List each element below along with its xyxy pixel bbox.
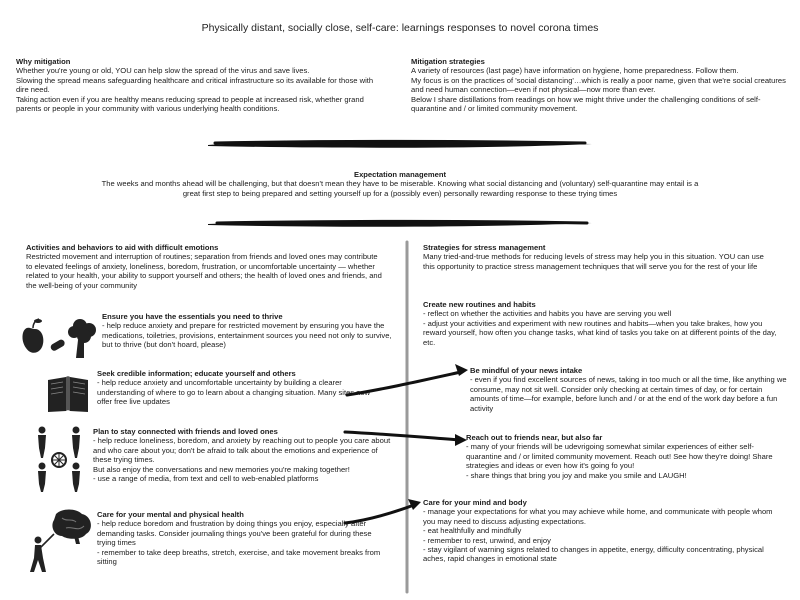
news-body: - even if you find excellent sources of news, taking in too much or all the time, like anything we consume, may not sit well. Consider only checking at certain times of day, or for certain amounts of time—for example, before lunch and / or at the end of the work day before a fun activity [470,375,787,413]
why-mitigation-heading: Why mitigation [16,57,71,66]
mitigation-strategies-paragraph: My focus is on the practices of 'social distancing'…which is really a poor name, given that we're social creatures and need human connection—even if not physical—now more than ever. [411,75,786,95]
mind-body-line: - eat healthfully and mindfully [423,526,522,536]
connected-line: - help reduce loneliness, boredom, and anxiety by reaching out to people you care about and who care about you; don't be afraid to talk about the emotions and experience of these trying times. [93,436,391,465]
reach-line: - many of your friends will be udevrigoing somewhat similar experiences of either self-quarantine and / or limited community movement. Reach out! See how they're doing! Share strategies and ideas or even how it's going fo you! [466,442,773,471]
credible-body: - help reduce anxiety and uncomfortable uncertainty by building a clearer understanding of where to go to learn about a changing situation. Many sites now offer free live updates [97,378,371,407]
connected-heading: Plan to stay connected with friends and loved ones [93,427,278,436]
stress-heading: Strategies for stress management [423,243,546,252]
routines-heading: Create new routines and habits [423,300,536,309]
essentials-body: - help reduce anxiety and prepare for restricted movement by ensuring you have the medications, toiletries, provisions, entertainment sources you need not only to survive, but to thrive (but don't hoard, please) [102,321,392,350]
routines-line: - reflect on whether the activities and habits you have are serving you well [423,309,672,319]
page-title: Physically distant, socially close, self-care: learnings responses to novel corona times [201,22,599,34]
why-mitigation-paragraph: Slowing the spread means safeguarding healthcare and critical infrastructure so its available for those with dire need. [16,75,374,95]
why-mitigation-paragraph: Taking action even if you are healthy means reducing spread to people at increased risk, whether grand parents or people in your community with various underlying health conditions. [16,94,364,114]
reach-line: - share things that bring you joy and make you smile and LAUGH! [466,470,687,480]
arrowhead-reach [455,434,467,446]
mitigation-strategies-heading: Mitigation strategies [411,57,485,66]
connected-line: - use a range of media, from text and cell to web-enabled platforms [93,474,319,484]
reach-heading: Reach out to friends near, but also far [466,433,603,442]
care-health-heading: Care for your mental and physical health [97,510,244,519]
essentials-heading: Ensure you have the essentials you need to thrive [102,312,283,321]
arrow-to-mind-body [345,505,414,523]
activities-body: Restricted movement and interruption of routines; separation from friends and loved ones may contribute to elevated feelings of anxiety, loneliness, boredom, frustration, or uncomfortable uncertainty — whether related to your health, your ability to support yourself and others; the health of loved ones and friends, and the well-being of your community [26,252,382,290]
care-health-line: - help reduce boredom and frustration by doing things you enjoy, especially after demanding tasks. Consider journaling things you've been grateful for during these trying times [97,519,372,548]
mind-body-line: - manage your expectations for what you may achieve while home, and communicate with people whom you may need to discuss adjusting expectations. [423,507,773,526]
mind-body-line: - stay vigilant of warning signs related to changes in appetite, energy, difficulty concentrating, physical aches, rapid changes in emotional state [423,545,764,564]
expectation-heading: Expectation management [354,170,446,179]
why-mitigation-paragraph: Whether you're young or old, YOU can help slow the spread of the virus and save lives. [16,66,310,76]
connected-line: But also enjoy the conversations and new memories you're making together! [93,464,350,474]
stress-body: Many tried-and-true methods for reducing levels of stress may help you in this situation. YOU can use this opportunity to practice stress management techniques that will serve you for the rest of your life [423,252,764,271]
credible-heading: Seek credible information; educate yourself and others [97,369,296,378]
news-heading: Be mindful of your news intake [470,366,583,375]
mitigation-strategies-paragraph: Below I share distillations from readings on how we might thrive under the challenging conditions of self-quarantine and / or limited community movement. [411,94,761,114]
expectation-body: The weeks and months ahead will be challenging, but that doesn't mean they have to be miserable. Knowing what social distancing and (voluntary) self-quarantine may entail is a great first step to being prepared and setting yourself up for a (possibly even) personally rewarding response to these trying times [101,179,699,198]
mitigation-strategies-paragraph: A variety of resources (last page) have information on hygiene, home preparedness. Follow them. [411,66,739,76]
care-health-line: - remember to take deep breaths, stretch, exercise, and take movement breaks from sitting [97,547,381,567]
arrow-to-news [347,372,461,395]
arrowhead-mind-body [408,499,421,510]
activities-heading: Activities and behaviors to aid with difficult emotions [26,243,219,252]
arrow-to-reach [345,432,460,440]
routines-line: - adjust your activities and experiment with new routines and habits—when you take brakes, how you reward yourself, how often you change tasks, what kind of tasks you take on at different points of the day, etc. [423,318,777,347]
mind-body-line: - remember to rest, unwind, and enjoy [423,535,551,545]
mind-body-heading: Care for your mind and body [423,498,527,507]
